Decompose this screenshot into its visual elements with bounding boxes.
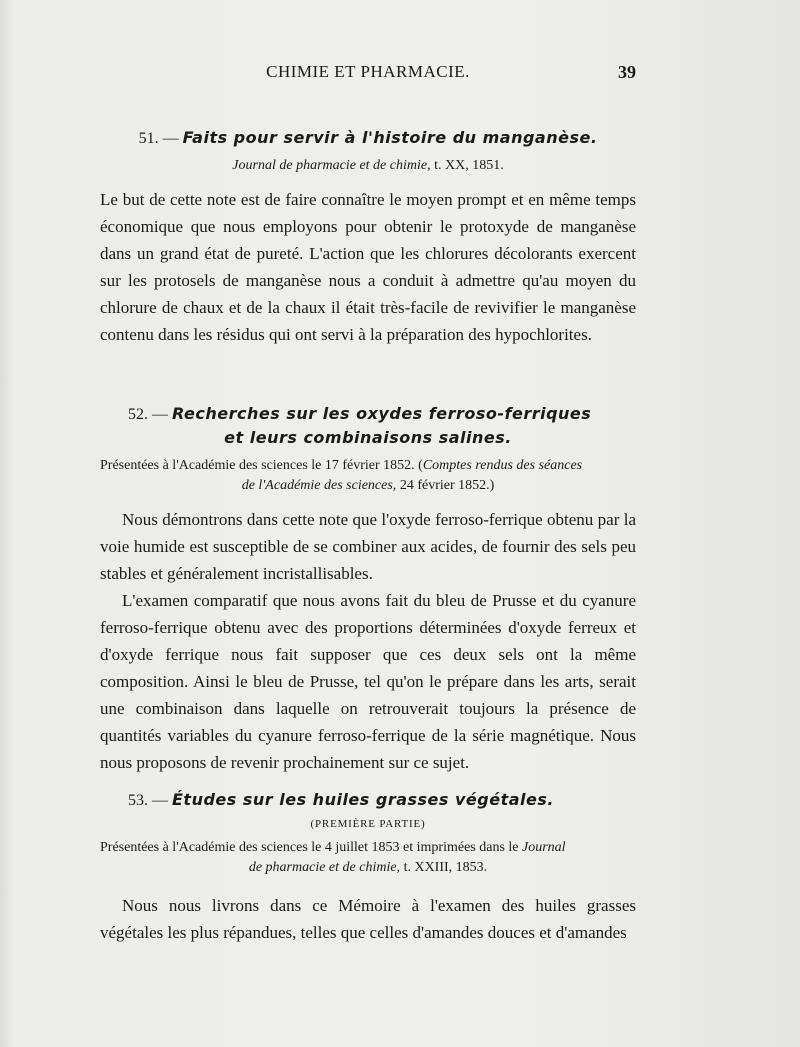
section-53 <box>100 790 636 946</box>
section-subtitle: (PREMIÈRE PARTIE) <box>310 818 426 830</box>
citation-journal: Comptes rendus des séances <box>422 458 583 473</box>
citation-journal: Journal <box>522 840 566 855</box>
section-51 <box>100 128 636 348</box>
citation <box>100 156 636 176</box>
citation-line-2 <box>100 476 636 496</box>
running-head: CHIMIE ET PHARMACIE. <box>266 62 470 81</box>
section-title <box>100 128 636 148</box>
section-title-line2 <box>100 428 636 448</box>
section-title-text-2: et leurs combinaisons salines. <box>224 428 512 447</box>
citation <box>100 838 636 878</box>
citation-line-2 <box>100 858 636 878</box>
section-title-text: Recherches sur les oxydes ferroso-ferriques <box>172 404 592 423</box>
section-title <box>100 404 636 424</box>
citation-presented: Présentées à l'Académie des sciences le 17 février 1852. ( <box>100 458 423 473</box>
citation-details: 24 février 1852.) <box>396 478 495 493</box>
section-number: 52. — <box>128 406 168 423</box>
page-number: 39 <box>618 62 636 82</box>
section-number: 53. — <box>128 792 168 809</box>
citation-journal: Journal de pharmacie et de chimie, <box>232 158 431 173</box>
section-52 <box>100 404 636 776</box>
citation-presented: Présentées à l'Académie des sciences le 4 juillet 1853 et imprimées dans le <box>100 840 522 855</box>
section-title-text: Études sur les huiles grasses végétales. <box>172 790 554 809</box>
section-number: 51. — <box>138 130 179 147</box>
section-title-text: Faits pour servir à l'histoire du manganèse. <box>182 128 598 147</box>
paragraph: Nous démontrons dans cette note que l'oxyde ferroso-ferrique obtenu par la voie humide est susceptible de se combiner aux acides, de fournir des sels peu stables et généralement incristallisables. <box>100 510 636 583</box>
section-title <box>100 790 636 810</box>
citation-journal-2: de pharmacie et de chimie, <box>248 860 401 875</box>
page-header <box>100 62 636 92</box>
paragraph: L'examen comparatif que nous avons fait du bleu de Prusse et du cyanure ferroso-ferrique obtenu avec des proportions déterminées d'oxyde ferreux et d'oxyde ferrique nous fait supposer que ces deux sels ont la même composition. Ainsi le bleu de Prusse, tel qu'on le prépare dans les arts, serait une combinaison dans laquelle on retrouverait toujours la présence de quantités variables du cyanure ferroso-ferrique de la série magnétique. Nous nous proposons de revenir prochainement sur ce sujet. <box>100 591 636 772</box>
citation <box>100 456 636 496</box>
paragraph: Le but de cette note est de faire connaître le moyen prompt et en même temps économique que nous employons pour obtenir le protoxyde de manganèse dans un grand état de pureté. L'action que les chlorures décolorants exercent sur les protosels de manganèse nous a conduit à admettre qu'au moyen du chlorure de chaux et de la chaux il était très-facile de revivifier le manganèse contenu dans les résidus qui ont servi à la préparation des hypochlorites. <box>100 190 636 344</box>
citation-details: t. XXIII, 1853. <box>400 860 488 875</box>
citation-details: t. XX, 1851. <box>430 158 504 173</box>
citation-journal-2: de l'Académie des sciences, <box>241 478 397 493</box>
paragraph: Nous nous livrons dans ce Mémoire à l'examen des huiles grasses végétales les plus répandues, telles que celles d'amandes douces et d'amandes <box>100 896 636 942</box>
